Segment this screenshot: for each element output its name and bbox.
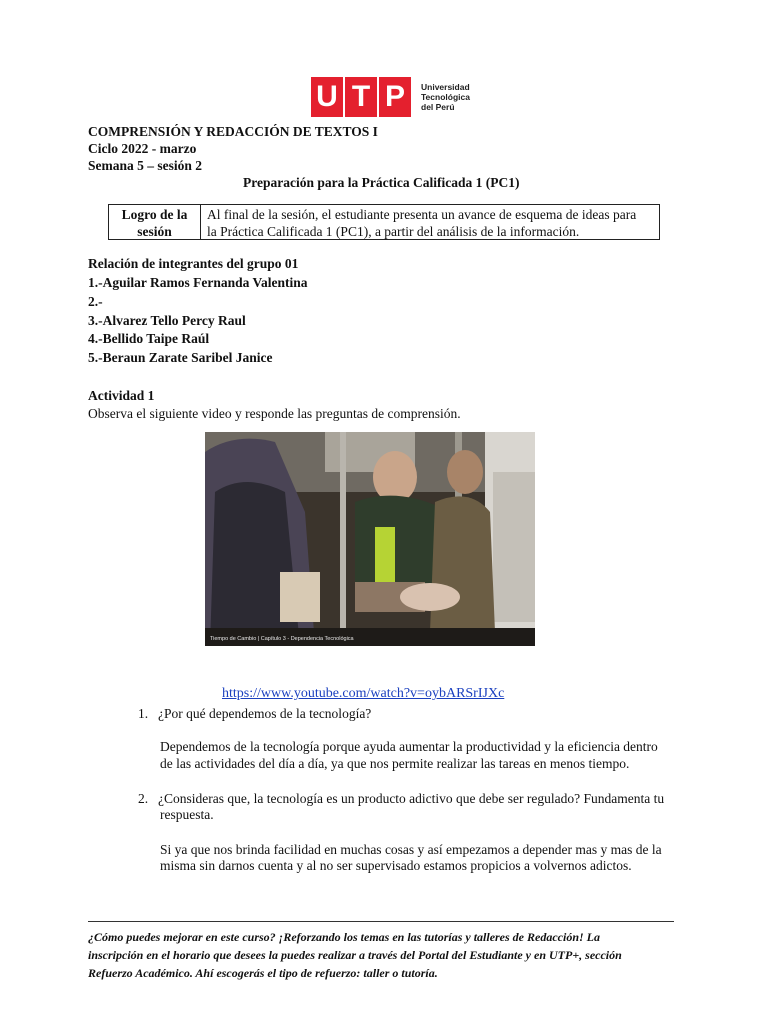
cycle-label: Ciclo 2022 - marzo xyxy=(88,141,197,156)
group-member: 3.-Alvarez Tello Percy Raul xyxy=(88,313,246,328)
answer-2-line: misma sin darnos cuenta y al no ser supervisado estamos propicios a volvernos adictos. xyxy=(160,858,632,873)
video-thumbnail[interactable] xyxy=(205,432,535,646)
youtube-link[interactable]: https://www.youtube.com/watch?v=oybARSrIJXc xyxy=(222,686,505,701)
answer-1-line: Dependemos de la tecnología porque ayuda aumentar la productividad y la eficiencia dentro xyxy=(160,739,658,754)
week-label: Semana 5 – sesión 2 xyxy=(88,158,203,173)
question-number: 1. xyxy=(138,706,149,721)
utp-logo xyxy=(311,77,481,117)
video-scene-image xyxy=(205,432,535,646)
activity-instruction: Observa el siguiente video y responde las preguntas de comprensión. xyxy=(88,406,461,421)
course-title: COMPRENSIÓN Y REDACCIÓN DE TEXTOS I xyxy=(88,124,378,139)
question-2 xyxy=(138,791,664,807)
group-title: Relación de integrantes del grupo 01 xyxy=(88,256,299,271)
answer-1-line: de las actividades del día a día, ya que nos permite realizar las tareas en menos tiempo. xyxy=(160,756,630,771)
question-number: 2. xyxy=(138,791,149,806)
group-member: 1.-Aguilar Ramos Fernanda Valentina xyxy=(88,275,308,290)
logo-letter-t: T xyxy=(345,77,377,117)
group-member: 4.-Bellido Taipe Raúl xyxy=(88,331,210,346)
question-text: ¿Consideras que, la tecnología es un producto adictivo que debe ser regulado? Fundamenta tu xyxy=(158,791,665,806)
question-1 xyxy=(138,706,371,722)
activity-title: Actividad 1 xyxy=(88,388,155,403)
session-title: Preparación para la Práctica Calificada 1 (PC1) xyxy=(243,175,520,190)
video-caption: Tiempo de Cambio | Capítulo 3 - Dependencia Tecnológica xyxy=(210,636,354,642)
logo-letter-p: P xyxy=(379,77,411,117)
footer-divider xyxy=(88,921,674,922)
logro-table xyxy=(108,204,660,240)
logro-body-cell: Al final de la sesión, el estudiante presenta un avance de esquema de ideas para la Práctica Calificada 1 (PC1), a partir del análisis de la información. xyxy=(207,207,637,239)
answer-2-line: Si ya que nos brinda facilidad en muchas cosas y así empezamos a depender mas y mas de la xyxy=(160,842,662,857)
footer-note: ¿Cómo puedes mejorar en este curso? ¡Reforzando los temas en las tutorías y talleres de Redacción! La inscripción en el horario que desees la puedes realizar a través del Portal del Estudiante y en UTP+, sección Refuerzo Académico. Ahí escogerás el tipo de refuerzo: taller o tutoría. xyxy=(88,930,622,980)
logo-text: Universidad Tecnológica del Perú xyxy=(421,82,470,112)
question-text: ¿Por qué dependemos de la tecnología? xyxy=(158,706,372,721)
group-member: 5.-Beraun Zarate Saribel Janice xyxy=(88,350,273,365)
question-2-continued: respuesta. xyxy=(160,807,214,822)
logo-letter-u: U xyxy=(311,77,343,117)
logro-header-cell: Logro de la sesión xyxy=(109,205,201,239)
group-member: 2.- xyxy=(88,294,103,309)
